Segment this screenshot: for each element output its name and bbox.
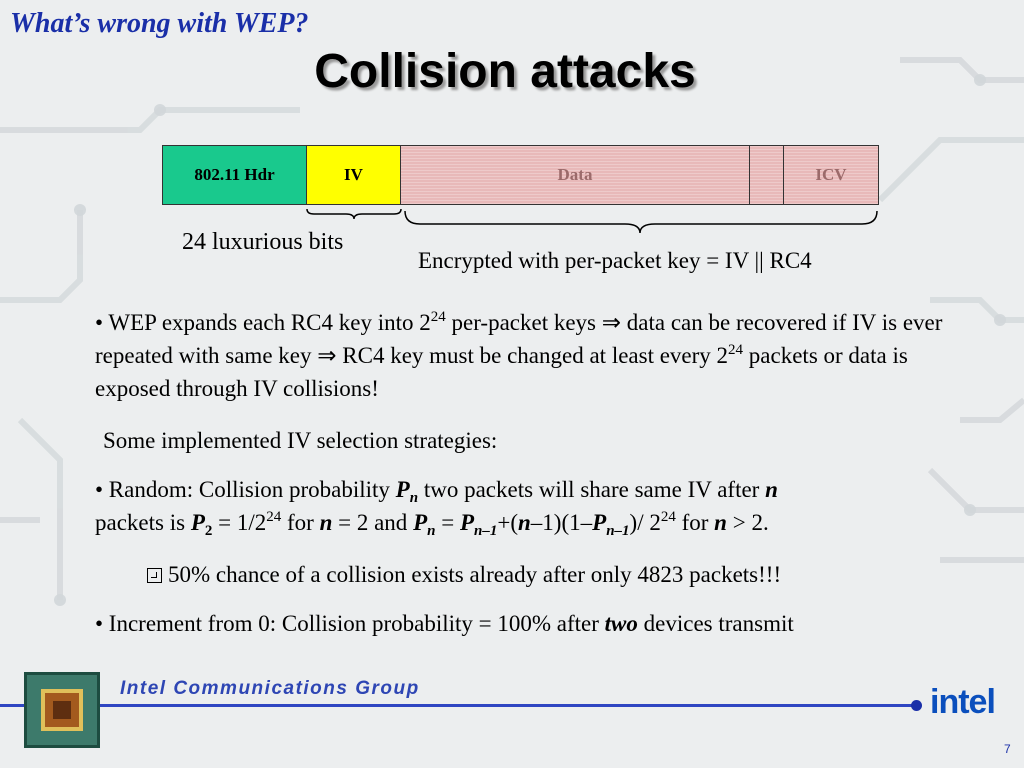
packet-field-spacer	[750, 146, 784, 204]
iv-bits-label: 24 luxurious bits	[182, 229, 344, 255]
packet-field-header: 802.11 Hdr	[163, 146, 307, 204]
slide-body	[95, 306, 975, 659]
packet-field-data: Data	[401, 146, 750, 204]
packet-field-iv: IV	[307, 146, 401, 204]
strategies-heading: Some implemented IV selection strategies:	[103, 428, 498, 453]
page-number: 7	[1004, 742, 1011, 756]
slide-title: Collision attacks	[314, 45, 696, 98]
bullet-wep: • WEP expands each RC4 key into $2^{24}$ per-packet keys ⇒ data can be recovered if IV is ever repeated with same key ⇒ RC4 key must be changed at least every $2^{24}$ packets or data is exposed through IV collisions!	[95, 309, 943, 401]
bullet-random: • Random: Collision probability $P_n$ two packets will share same IV after n packets is $P_2 = 1/2^{24}$ for n = 2 and $P_n = P_{n-1}+(n-1)(1-P_{n-1})/$ $2^{24}$ for n > 2.	[95, 477, 778, 539]
footer-dot	[911, 700, 922, 711]
chip-logo-icon	[24, 672, 100, 748]
footer-group-name: Intel Communications Group	[120, 678, 420, 699]
checkbox-bullet-icon	[147, 568, 162, 583]
packet-field-icv: ICV	[784, 146, 878, 204]
packet-diagram	[162, 145, 879, 205]
slide-subtitle: What’s wrong with WEP?	[10, 8, 309, 39]
bullet-increment: • Increment from 0: Collision probability = 100% after two devices transmit	[95, 611, 794, 636]
encrypted-label: Encrypted with per-packet key = IV || RC4	[418, 248, 812, 273]
footer-line	[0, 704, 915, 707]
sub-bullet-chance: 50% chance of a collision exists already after only 4823 packets!!!	[95, 558, 975, 591]
intel-logo: intel	[930, 683, 995, 721]
